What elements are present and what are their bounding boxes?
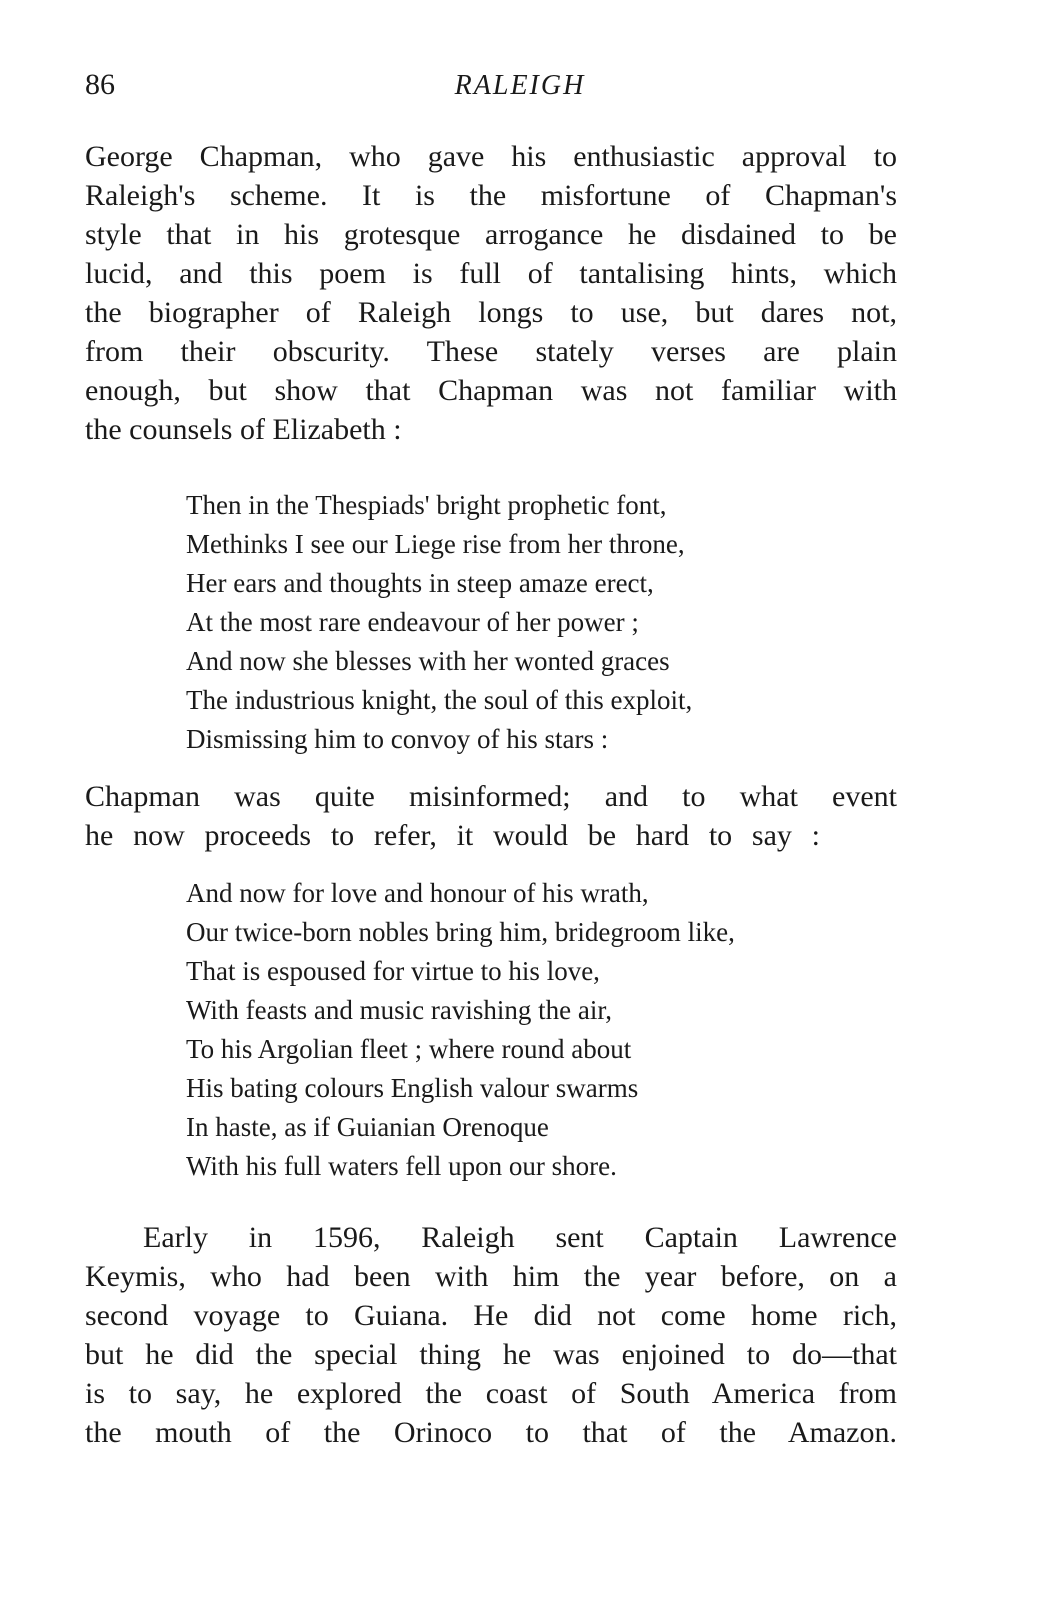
verse-line: Then in the Thespiads' bright prophetic font, <box>186 490 667 520</box>
text-line: Keymis, who had been with him the year before, on a <box>85 1260 897 1293</box>
paragraph-3 <box>85 1218 897 1452</box>
paragraph-2 <box>85 777 897 855</box>
verse-line: At the most rare endeavour of her power ; <box>186 607 639 637</box>
text-line: the biographer of Raleigh longs to use, but dares not, <box>85 296 897 329</box>
verse-line: His bating colours English valour swarms <box>186 1073 639 1103</box>
text-line: the counsels of Elizabeth : <box>85 413 402 446</box>
running-title: RALEIGH <box>454 70 586 101</box>
verse-line: With feasts and music ravishing the air, <box>186 995 612 1025</box>
page-number: 86 <box>85 68 115 101</box>
verse-line: With his full waters fell upon our shore. <box>186 1151 617 1181</box>
text-line: lucid, and this poem is full of tantalising hints, which <box>85 257 897 290</box>
text-line: second voyage to Guiana. He did not come home rich, <box>85 1299 897 1332</box>
text-line: George Chapman, who gave his enthusiastic approval to <box>85 140 897 173</box>
verse-line: In haste, as if Guianian Orenoque <box>186 1112 549 1142</box>
text-line: is to say, he explored the coast of South America from <box>85 1377 897 1410</box>
verse-2 <box>186 874 735 1186</box>
verse-line: To his Argolian fleet ; where round about <box>186 1034 632 1064</box>
verse-line: And now for love and honour of his wrath, <box>186 878 649 908</box>
verse-line: Her ears and thoughts in steep amaze erect, <box>186 568 654 598</box>
text-line: the mouth of the Orinoco to that of the Amazon. <box>85 1416 897 1449</box>
text-line: he now proceeds to refer, it would be hard to say : <box>85 819 820 852</box>
verse-1 <box>186 486 692 759</box>
text-line: Chapman was quite misinformed; and to what event <box>85 780 897 813</box>
text-line: from their obscurity. These stately verses are plain <box>85 335 897 368</box>
verse-line: Methinks I see our Liege rise from her throne, <box>186 529 685 559</box>
text-line: style that in his grotesque arrogance he disdained to be <box>85 218 897 251</box>
verse-line: And now she blesses with her wonted graces <box>186 646 670 676</box>
verse-line: The industrious knight, the soul of this exploit, <box>186 685 693 715</box>
text-line: Early in 1596, Raleigh sent Captain Lawrence <box>143 1221 897 1254</box>
verse-line: That is espoused for virtue to his love, <box>186 956 600 986</box>
text-line: but he did the special thing he was enjoined to do—that <box>85 1338 897 1371</box>
text-line: Raleigh's scheme. It is the misfortune of Chapman's <box>85 179 897 212</box>
verse-line: Our twice-born nobles bring him, bridegroom like, <box>186 917 735 947</box>
paragraph-1 <box>85 137 897 449</box>
text-line: enough, but show that Chapman was not familiar with <box>85 374 897 407</box>
verse-line: Dismissing him to convoy of his stars : <box>186 724 609 754</box>
